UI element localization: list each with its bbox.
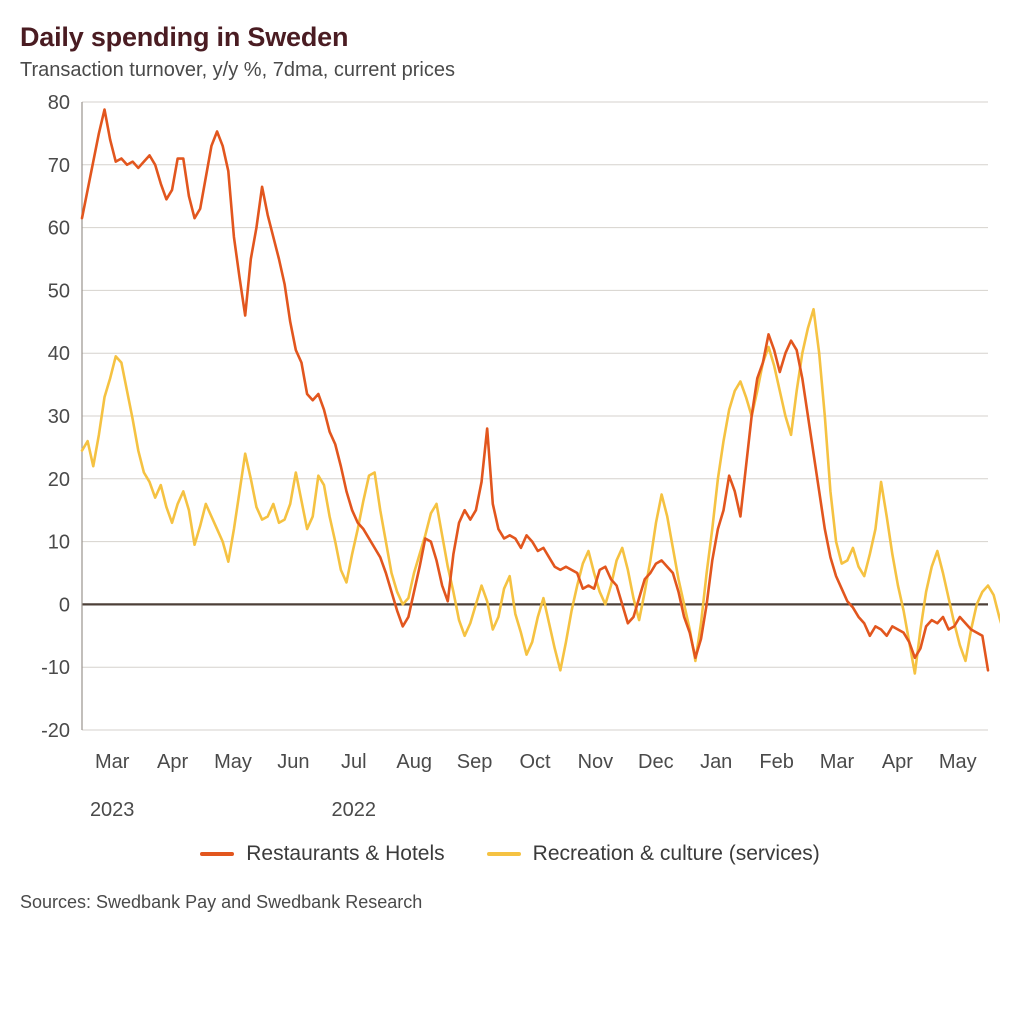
x-axis-tick-label: Jun bbox=[277, 751, 310, 773]
y-axis-tick-label: -20 bbox=[41, 720, 70, 742]
source-note: Sources: Swedbank Pay and Swedbank Research bbox=[20, 892, 423, 912]
x-axis-year-label: 2023 bbox=[89, 799, 135, 821]
x-axis-tick-label: Apr bbox=[881, 751, 913, 773]
x-axis-tick-label: May bbox=[214, 751, 252, 773]
x-axis-tick-label: Jul bbox=[341, 751, 367, 773]
y-axis-tick-label: 0 bbox=[58, 594, 70, 617]
x-axis-tick-label: Jan bbox=[700, 751, 733, 773]
y-axis-tick-label: 80 bbox=[47, 92, 70, 114]
x-axis-tick-label: Apr bbox=[157, 751, 189, 773]
legend-label-restaurants: Restaurants & Hotels bbox=[246, 842, 445, 865]
x-axis-tick-label: Mar bbox=[819, 751, 855, 773]
y-axis-tick-label: 40 bbox=[47, 343, 70, 366]
x-axis-tick-label: Aug bbox=[396, 751, 432, 773]
x-axis-tick-label: Oct bbox=[519, 751, 551, 773]
y-axis-tick-label: 60 bbox=[47, 217, 70, 240]
chart-subtitle: Transaction turnover, y/y %, 7dma, current prices bbox=[20, 59, 455, 81]
x-axis-tick-label: Feb bbox=[759, 751, 794, 773]
series-line-restaurants bbox=[82, 110, 988, 671]
x-axis-tick-label: May bbox=[938, 751, 977, 773]
chart-plot-area bbox=[20, 88, 1000, 848]
x-axis-year-label: 2022 bbox=[331, 799, 377, 821]
x-axis-tick-label: Nov bbox=[577, 751, 614, 773]
y-axis-tick-label: 20 bbox=[47, 468, 70, 491]
legend-label-recreation: Recreation & culture (services) bbox=[532, 842, 820, 865]
x-axis-tick-label: Dec bbox=[638, 751, 674, 773]
x-axis-tick-label: Sep bbox=[456, 751, 493, 773]
x-axis-tick-label: Mar bbox=[94, 751, 130, 773]
y-axis-tick-label: 30 bbox=[47, 406, 70, 428]
y-axis-tick-label: 70 bbox=[47, 154, 70, 177]
y-axis-tick-label: -10 bbox=[41, 657, 70, 680]
y-axis-tick-label: 50 bbox=[47, 280, 70, 303]
legend-swatch-recreation bbox=[487, 852, 521, 856]
legend-swatch-restaurants bbox=[200, 852, 234, 856]
line-chart bbox=[20, 88, 1000, 848]
y-axis-tick-label: 10 bbox=[47, 531, 70, 554]
series-line-recreation bbox=[82, 309, 1000, 673]
page-title: Daily spending in Sweden bbox=[20, 22, 349, 52]
